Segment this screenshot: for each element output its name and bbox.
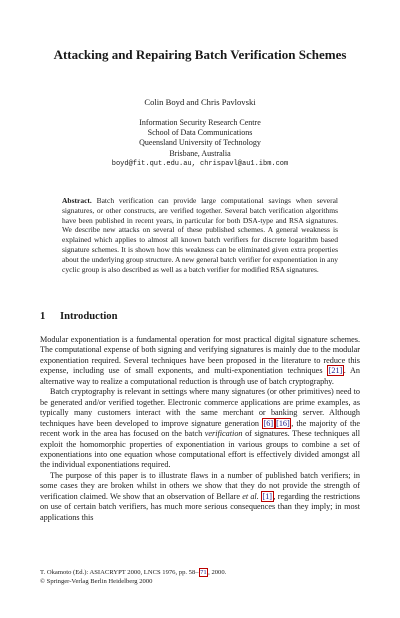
citation-link[interactable]: [16] [276, 418, 290, 428]
paper-title: Attacking and Repairing Batch Verification Schemes [53, 47, 347, 62]
emphasis: verification [204, 429, 243, 439]
footer-citation [40, 569, 226, 578]
paragraph-text: Batch cryptography is relevant in settings where many signatures (or other primitives) need to be generated and/or verified together. Electronic commerce applications are prime examples, as typically many customers interact with the same merchant or banking server. Although techniques have been developed to improve signature generation [40, 387, 360, 428]
footer-copyright: © Springer-Verlag Berlin Heidelberg 2000 [40, 577, 153, 585]
citation-link[interactable]: [6] [263, 418, 274, 428]
footer-text: T. Okamoto (Ed.): ASIACRYPT 2000, LNCS 1976, pp. 58– [40, 569, 199, 576]
abstract [62, 196, 338, 274]
paragraph-text: of signatures. These techniques all exploit the homomorphic properties of exponentiation in various groups to combine a set of exponentiations into one equation whose computational effort is effectively divided amongst all the individual exponentiations required. [40, 429, 360, 470]
affiliation-line: Brisbane, Australia [169, 148, 231, 158]
body-text [40, 335, 360, 523]
author-names: Colin Boyd and Chris Pavlovski [144, 97, 256, 107]
paragraph-text: The purpose of this paper is to illustrate flaws in a number of published batch verifiers; in some cases they are broken whilst in others we show that they do not provide the strength of verification claimed. We show that an observation of Bellare [40, 470, 360, 501]
paragraph [40, 471, 360, 523]
citation-link[interactable]: [21] [328, 366, 343, 376]
page-link[interactable]: 71 [200, 569, 207, 576]
page-footer [40, 569, 226, 586]
abstract-text: Batch verification can provide large computational savings when several signatures, or other constructs, are verified together. Several batch verification algorithms have been published in recent years, in particular for both DSA-type and RSA signatures. We describe new attacks on several of these published schemes. A general weakness is explained which applies to almost all known batch verifiers for discrete logarithm based signature schemes. It is shown how this weakness can be eliminated given extra properties about the underlying group structure. A new general batch verifier for exponentiation in any cyclic group is also described as well as a batch verifier for modified RSA signatures. [62, 196, 339, 274]
footer-text: , 2000. [208, 569, 227, 576]
abstract-label: Abstract. [62, 196, 92, 205]
paragraph [40, 387, 360, 471]
section-title: Introduction [60, 311, 118, 322]
affiliation-line: School of Data Communications [147, 128, 253, 138]
paragraph-text: , regarding the restrictions on use of certain batch verifiers, has much more serious consequences than they imply; in most applications this [40, 491, 360, 522]
author-emails: boyd@fit.qut.edu.au, chrispavl@au1.ibm.com [111, 159, 289, 168]
paragraph-text: . An alternative way to realize a computational reduction is through use of batch cryptography. [40, 366, 360, 386]
paragraph-text: , the majority of the recent work in the area has focused on the batch [40, 418, 360, 439]
section-number: 1 [40, 311, 46, 322]
paragraph-text: Modular exponentiation is a fundamental operation for most practical digital signature schemes. The computational expense of both signing and verifying signatures is mainly due to the modular exponentiation required. Several techniques have been proposed in the literature to reduce this expense, including use of small exponents, and multi-exponentiation techniques [40, 335, 360, 376]
affiliation-line: Queensland University of Technology [139, 138, 261, 148]
citation-link[interactable]: [1] [262, 491, 273, 501]
paragraph [40, 335, 360, 387]
section-heading [40, 311, 118, 322]
affiliation-block [40, 118, 360, 169]
affiliation-line: Information Security Research Centre [139, 118, 261, 127]
emphasis: et al. [242, 491, 259, 501]
